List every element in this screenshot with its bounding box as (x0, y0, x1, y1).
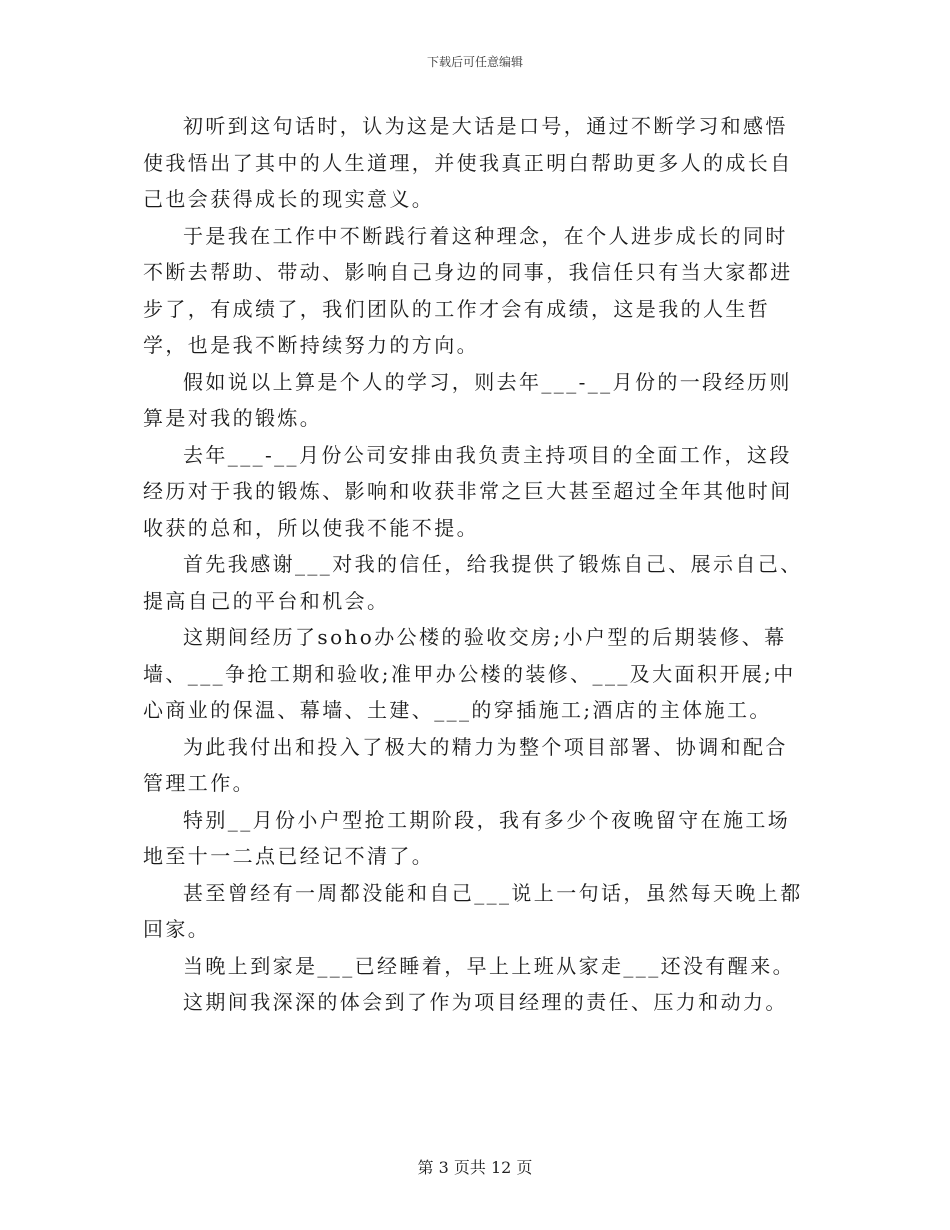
paragraph: 初听到这句话时，认为这是大话是口号，通过不断学习和感悟使我悟出了其中的人生道理，并使我真正明白帮助更多人的成长自己也会获得成长的现实意义。 (143, 114, 793, 211)
paragraph: 去年___-__月份公司安排由我负责主持项目的全面工作，这段经历对于我的锻炼、影响和收获非常之巨大甚至超过全年其他时间收获的总和，所以使我不能不提。 (143, 442, 793, 540)
page-footer: 第 3 页共 12 页 (417, 1158, 533, 1177)
paragraph: 假如说以上算是个人的学习，则去年___-__月份的一段经历则算是对我的锻炼。 (143, 369, 792, 430)
paragraph: 为此我付出和投入了极大的精力为整个项目部署、协调和配合管理工作。 (143, 734, 788, 795)
paragraph: 当晚上到家是___已经睡着，早上上班从家走___还没有醒来。 (183, 953, 795, 978)
page-header: 下载后可任意编辑 (426, 55, 523, 69)
paragraph: 于是我在工作中不断践行着这种理念，在个人进步成长的同时不断去帮助、带动、影响自己身边的同事，我信任只有当大家都进步了，有成绩了，我们团队的工作才会有成绩，这是我的人生哲学，也是我不断持续努力的方向。 (143, 223, 793, 357)
paragraph: 这期间我深深的体会到了作为项目经理的责任、压力和动力。 (183, 990, 788, 1014)
paragraph: 这期间经历了soho办公楼的验收交房;小户型的后期装修、幕墙、___争抢工期和验收;准甲办公楼的装修、___及大面积开展;中心商业的保温、幕墙、土建、___的穿插施工;酒店的主体施工。 (143, 625, 796, 722)
document-body (143, 108, 810, 1021)
paragraph: 特别__月份小户型抢工期阶段，我有多少个夜晚留守在施工场地至十一二点已经记不清了。 (143, 807, 791, 868)
paragraph: 甚至曾经有一周都没能和自己___说上一句话，虽然每天晚上都回家。 (143, 880, 803, 941)
paragraph: 首先我感谢___对我的信任，给我提供了锻炼自己、展示自己、提高自己的平台和机会。 (143, 552, 803, 613)
